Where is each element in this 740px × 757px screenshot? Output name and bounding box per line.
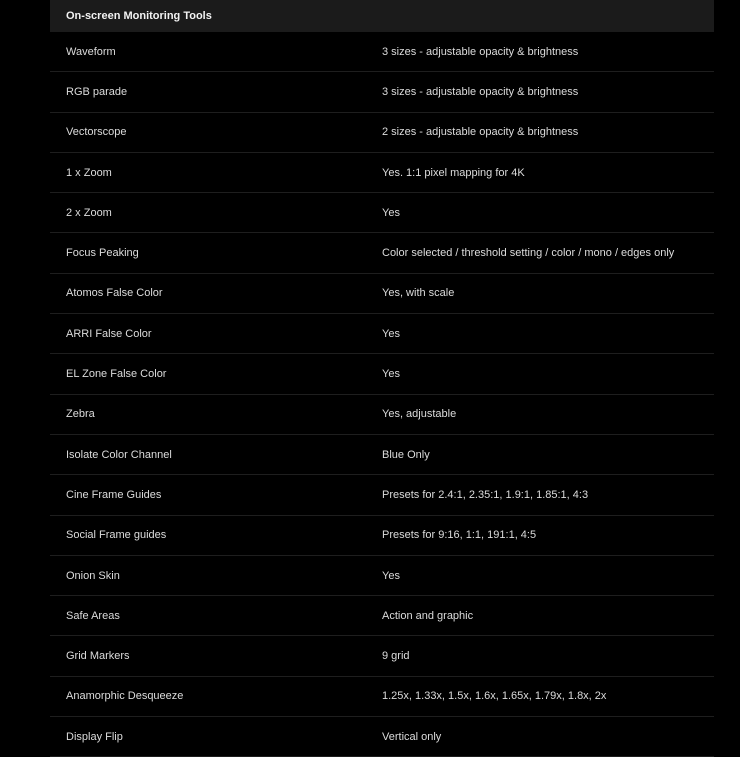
table-row xyxy=(50,596,714,636)
feature-value: Yes xyxy=(382,569,400,582)
feature-name: Onion Skin xyxy=(66,569,120,582)
feature-name: Safe Areas xyxy=(66,609,120,622)
feature-name: Waveform xyxy=(66,45,116,58)
table-row xyxy=(50,32,714,72)
feature-value: Yes, adjustable xyxy=(382,408,457,421)
feature-name: ARRI False Color xyxy=(66,327,152,340)
feature-name: EL Zone False Color xyxy=(66,368,167,381)
feature-name: Display Flip xyxy=(66,730,123,743)
table-row xyxy=(50,677,714,717)
table-row xyxy=(50,516,714,556)
feature-value: Action and graphic xyxy=(382,609,474,622)
table-row xyxy=(50,233,714,273)
feature-name: Atomos False Color xyxy=(66,287,163,300)
table-row xyxy=(50,72,714,112)
table-row xyxy=(50,395,714,435)
feature-name: RGB parade xyxy=(66,85,128,98)
monitoring-tools-table xyxy=(50,0,714,757)
table-row xyxy=(50,113,714,153)
feature-name: Cine Frame Guides xyxy=(66,488,162,501)
feature-value: Yes, with scale xyxy=(382,287,455,300)
feature-name: 1 x Zoom xyxy=(66,166,112,179)
feature-name: Zebra xyxy=(66,408,95,421)
feature-name: Isolate Color Channel xyxy=(66,448,172,461)
table-body xyxy=(50,32,714,757)
feature-value: Yes xyxy=(382,327,400,340)
feature-name: Focus Peaking xyxy=(66,247,139,260)
feature-name: 2 x Zoom xyxy=(66,206,112,219)
feature-name: Vectorscope xyxy=(66,126,127,139)
feature-value: Color selected / threshold setting / color / mono / edges only xyxy=(382,247,675,260)
feature-value: 3 sizes - adjustable opacity & brightness xyxy=(382,45,579,58)
table-row xyxy=(50,274,714,314)
feature-value: 3 sizes - adjustable opacity & brightness xyxy=(382,85,579,98)
table-row xyxy=(50,556,714,596)
feature-value: Presets for 9:16, 1:1, 191:1, 4:5 xyxy=(382,529,537,542)
table-row xyxy=(50,717,714,757)
feature-value: Vertical only xyxy=(382,730,442,743)
feature-value: Presets for 2.4:1, 2.35:1, 1.9:1, 1.85:1, 4:3 xyxy=(382,488,589,501)
feature-value: Blue Only xyxy=(382,448,430,461)
feature-value: 1.25x, 1.33x, 1.5x, 1.6x, 1.65x, 1.79x, 1.8x, 2x xyxy=(382,690,607,703)
feature-value: 2 sizes - adjustable opacity & brightness xyxy=(382,126,579,139)
table-row xyxy=(50,193,714,233)
feature-value: Yes. 1:1 pixel mapping for 4K xyxy=(382,166,525,179)
feature-value: 9 grid xyxy=(382,650,410,663)
table-row xyxy=(50,354,714,394)
feature-name: Anamorphic Desqueeze xyxy=(66,690,184,703)
feature-value: Yes xyxy=(382,206,400,219)
table-row xyxy=(50,314,714,354)
table-row xyxy=(50,153,714,193)
table-row xyxy=(50,475,714,515)
feature-name: Grid Markers xyxy=(66,650,130,663)
table-header: On-screen Monitoring Tools xyxy=(50,0,714,32)
feature-name: Social Frame guides xyxy=(66,529,167,542)
table-row xyxy=(50,636,714,676)
feature-value: Yes xyxy=(382,368,400,381)
table-row xyxy=(50,435,714,475)
